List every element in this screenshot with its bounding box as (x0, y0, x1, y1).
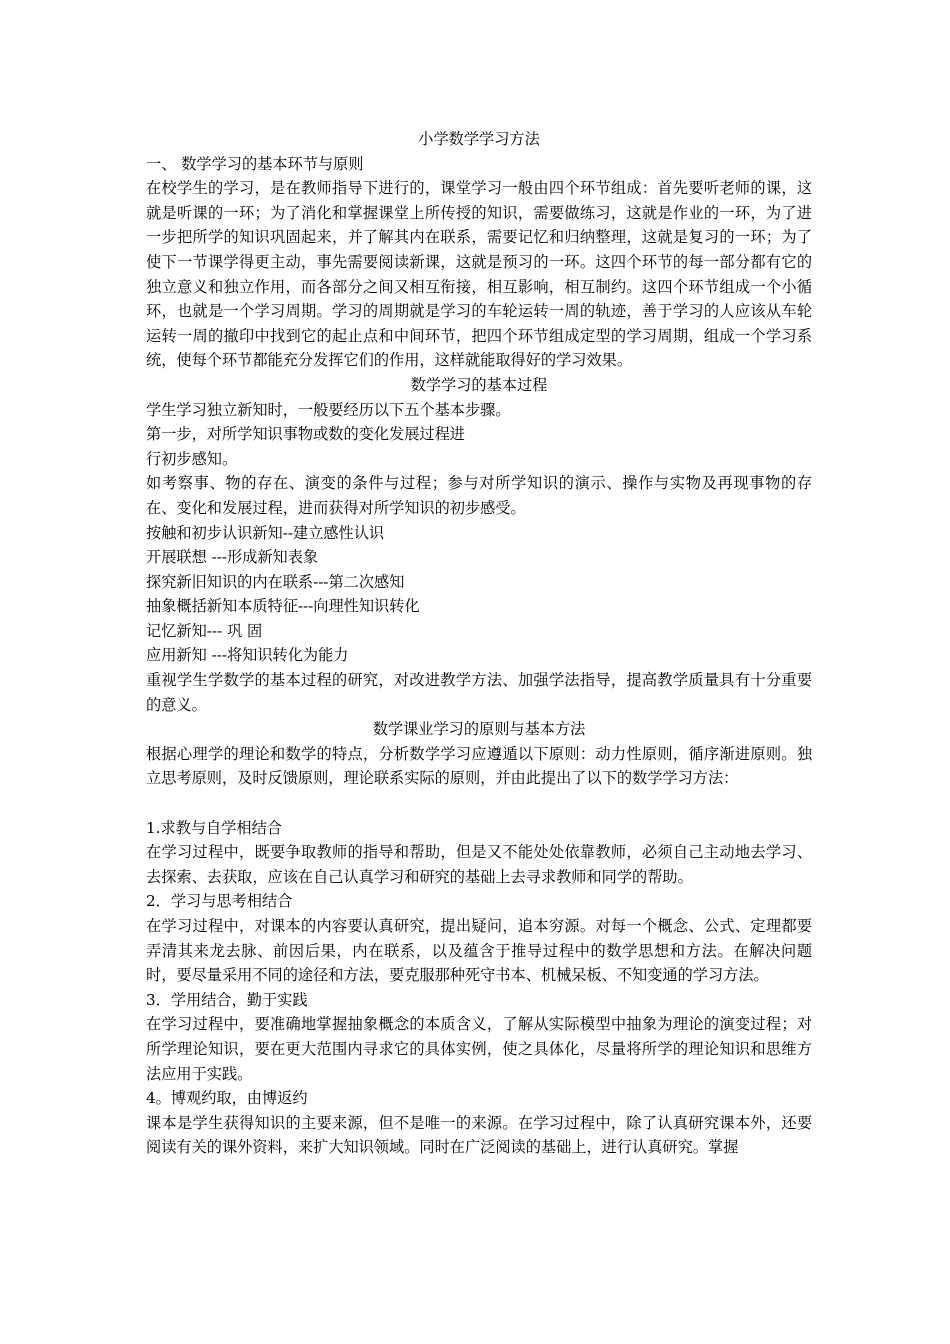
section2-step-item: 开展联想 ---形成新知表象 (146, 548, 319, 567)
section3-paragraph: 根据心理学的理论和数学的特点，分析数学学习应遵遁以下原则：动力性原则，循序渐进原则。独立思考原则，及时反馈原则，理论联系实际的原则，并由此提出了以下的数学学习方法： (146, 744, 812, 788)
document-title: 小学数学学习方法 (418, 130, 540, 148)
section1-heading: 一、 数学学习的基本环节与原则 (146, 154, 364, 173)
blank-line (146, 791, 812, 816)
section2-heading: 数学学习的基本过程 (410, 375, 548, 394)
section2-step-item: 抽象概括新知本质特征---向理性知识转化 (146, 597, 420, 616)
document-page (146, 127, 812, 1160)
section2-step1-continued: 行初步感知。 (146, 449, 238, 468)
section1-paragraph: 在校学生的学习，是在教师指导下进行的，课堂学习一般由四个环节组成：首先要听老师的课，这就是听课的一环；为了消化和掌握课堂上所传授的知识，需要做练习，这就是作业的一环，为了进一步把所学的知识巩固起来，并了解其内在联系，需要记忆和归纳整理，这就是复习的一环；为了使下一节课学得更主动，事先需要阅读新课，这就是预习的一环。这四个环节的每一部分都有它的独立意义和独立作用，而各部分之间又相互衔接，相互影响，相互制约。这四个环节组成一个小循环，也就是一个学习周期。学习的周期就是学习的车轮运转一周的轨迹，善于学习的人应该从车轮运转一周的撤印中找到它的起止点和中间环节，把四个环节组成定型的学习周期，组成一个学习系统，使每个环节都能充分发挥它们的作用，这样就能取得好的学习效果。 (146, 179, 812, 370)
section2-intro-line: 学生学习独立新知时，一般要经历以下五个基本步骤。 (146, 400, 511, 419)
section2-conclusion: 重视学生学数学的基本过程的研究，对改进教学方法、加强学法指导，提高教学质量具有十分重要的意义。 (146, 671, 812, 714)
method3-paragraph: 在学习过程中，要准确地掌握抽象概念的本质含义，了解从实际模型中抽象为理论的演变过程；对所学理论知识，要在更大范围内寻求它的具体实例，使之具体化，尽量将所学的理论知识和思维方法应用于实践。 (146, 1015, 812, 1083)
section2-step1-line: 第一步，对所学知识事物或数的变化发展过程进 (146, 425, 465, 444)
section2-step-item: 探究新旧知识的内在联系---第二次感知 (146, 572, 405, 591)
method4-heading: 4。博观约取，由博返约 (146, 1089, 308, 1108)
section2-paragraph: 如考察事、物的存在、演变的条件与过程；参与对所学知识的演示、操作与实物及再现事物的存在、变化和发展过程，进而获得对所学知识的初步感受。 (146, 474, 812, 517)
section2-step-item: 应用新知 ---将知识转化为能力 (146, 646, 349, 665)
method1-paragraph: 在学习过程中，既要争取教师的指导和帮助，但是又不能处处依靠教师，必须自己主动地去学习、去探索、去获取，应该在自己认真学习和研究的基础上去寻求教师和同学的帮助。 (146, 843, 812, 886)
method4-paragraph: 课本是学生获得知识的主要来源，但不是唯一的来源。在学习过程中，除了认真研究课本外，还要阅读有关的课外资料，来扩大知识领域。同时在广泛阅读的基础上，进行认真研究。掌握 (146, 1113, 812, 1157)
section2-step-item: 按触和初步认识新知--建立感性认识 (146, 523, 385, 542)
method2-paragraph: 在学习过程中，对课本的内容要认真研究，提出疑问，追本穷源。对每一个概念、公式、定理都要弄清其来龙去脉、前因后果，内在联系，以及蕴含于推导过程中的数学思想和方法。在解决问题时，要尽量采用不同的途径和方法，要克服那种死守书本、机械呆板、不知变通的学习方法。 (146, 917, 812, 985)
section2-step-item: 记忆新知--- 巩 固 (146, 621, 263, 640)
method1-heading: 1.求教与自学相结合 (146, 818, 282, 837)
section3-heading: 数学课业学习的原则与基本方法 (372, 720, 586, 739)
method3-heading: 3．学用结合，勤于实践 (146, 990, 308, 1009)
method2-heading: 2．学习与思考相结合 (146, 892, 293, 911)
